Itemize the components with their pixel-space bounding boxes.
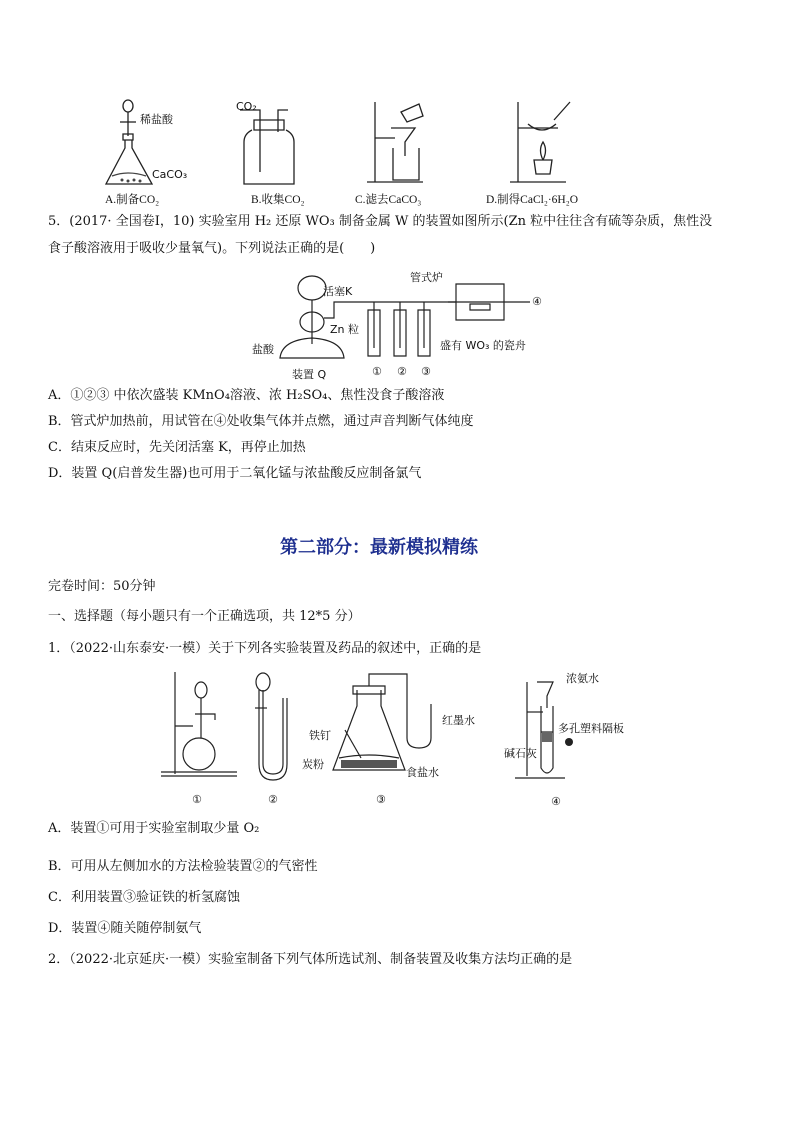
porous-plate-label: 多孔塑料隔板 [558, 722, 624, 735]
q5-option-a: A．①②③ 中依次盛装 KMnO₄溶液、浓 H₂SO₄、焦性没食子酸溶液 [48, 388, 445, 403]
bottle-1-label: ① [372, 365, 382, 378]
q1-option-c: C．利用装置③验证铁的析氢腐蚀 [48, 890, 240, 905]
carbon-label: 炭粉 [302, 758, 324, 771]
a-reagent-label: 稀盐酸 [140, 113, 173, 126]
filtration-diagram [365, 98, 435, 188]
c-caption: C.滤去CaCO₃ [355, 194, 422, 206]
red-ink-label: 红墨水 [442, 714, 475, 727]
bottle-2-label: ② [397, 365, 407, 378]
fig1-n3: ③ [376, 793, 386, 806]
section-title: 第二部分：最新模拟精练 [280, 537, 478, 558]
fig1-n4: ④ [551, 795, 561, 808]
gas-bottle-diagram [240, 100, 310, 188]
saltwater-label: 食盐水 [406, 766, 439, 779]
q1-option-d: D．装置④随关随停制氨气 [48, 921, 202, 936]
q5-option-d: D．装置 Q(启普发生器)也可用于二氧化锰与浓盐酸反应制备氯气 [48, 466, 422, 481]
question-type-heading: 一、选择题（每小题只有一个正确选项，共 12*5 分） [48, 609, 361, 624]
valve-k-label: 活塞K [323, 285, 353, 298]
exam-time: 完卷时间：50分钟 [48, 579, 156, 594]
b-caption: B.收集CO₂ [251, 194, 305, 206]
boat-label: 盛有 WO₃ 的瓷舟 [440, 339, 526, 352]
q1-option-b: B．可用从左侧加水的方法检验装置②的气密性 [48, 859, 318, 874]
b-gas-label: CO₂ [236, 100, 257, 113]
ammonia-label: 浓氨水 [566, 672, 599, 685]
acid-label: 盐酸 [252, 343, 274, 356]
q5-stem-line1: 5．(2017· 全国卷Ⅰ，10) 实验室用 H₂ 还原 WO₃ 制备金属 W 的装置如图所示(Zn 粒中往往含有硫等杂质，焦性没 [48, 214, 713, 229]
q5-stem-line2: 食子酸溶液用于吸收少量氧气)。下列说法正确的是( ) [48, 241, 376, 256]
q5-option-b: B．管式炉加热前，用试管在④处收集气体并点燃，通过声音判断气体纯度 [48, 414, 474, 429]
zn-label: Zn 粒 [330, 323, 360, 336]
fig1-n2: ② [268, 793, 278, 806]
q5-option-c: C．结束反应时，先关闭活塞 K，再停止加热 [48, 440, 306, 455]
outlet-4-label: ④ [532, 295, 542, 308]
nail-label: 铁钉 [309, 729, 331, 742]
fig1-n1: ① [192, 793, 202, 806]
a-solid-label: CaCO₃ [152, 168, 188, 181]
a-caption: A.制备CO₂ [105, 194, 160, 206]
d-caption: D.制得CaCl₂·6H₂O [486, 194, 579, 206]
q1-stem: 1．（2022·山东泰安·一模）关于下列各实验装置及药品的叙述中，正确的是 [48, 641, 482, 656]
soda-lime-label: 碱石灰 [504, 747, 537, 760]
device-q-label: 装置 Q [292, 368, 327, 381]
evaporation-diagram [510, 98, 580, 188]
bottle-3-label: ③ [421, 365, 431, 378]
furnace-label: 管式炉 [410, 271, 443, 284]
q1-option-a: A．装置①可用于实验室制取少量 O₂ [48, 821, 260, 836]
q2-stem: 2．（2022·北京延庆·一模）实验室制备下列气体所选试剂、制备装置及收集方法均正确的是 [48, 952, 573, 967]
